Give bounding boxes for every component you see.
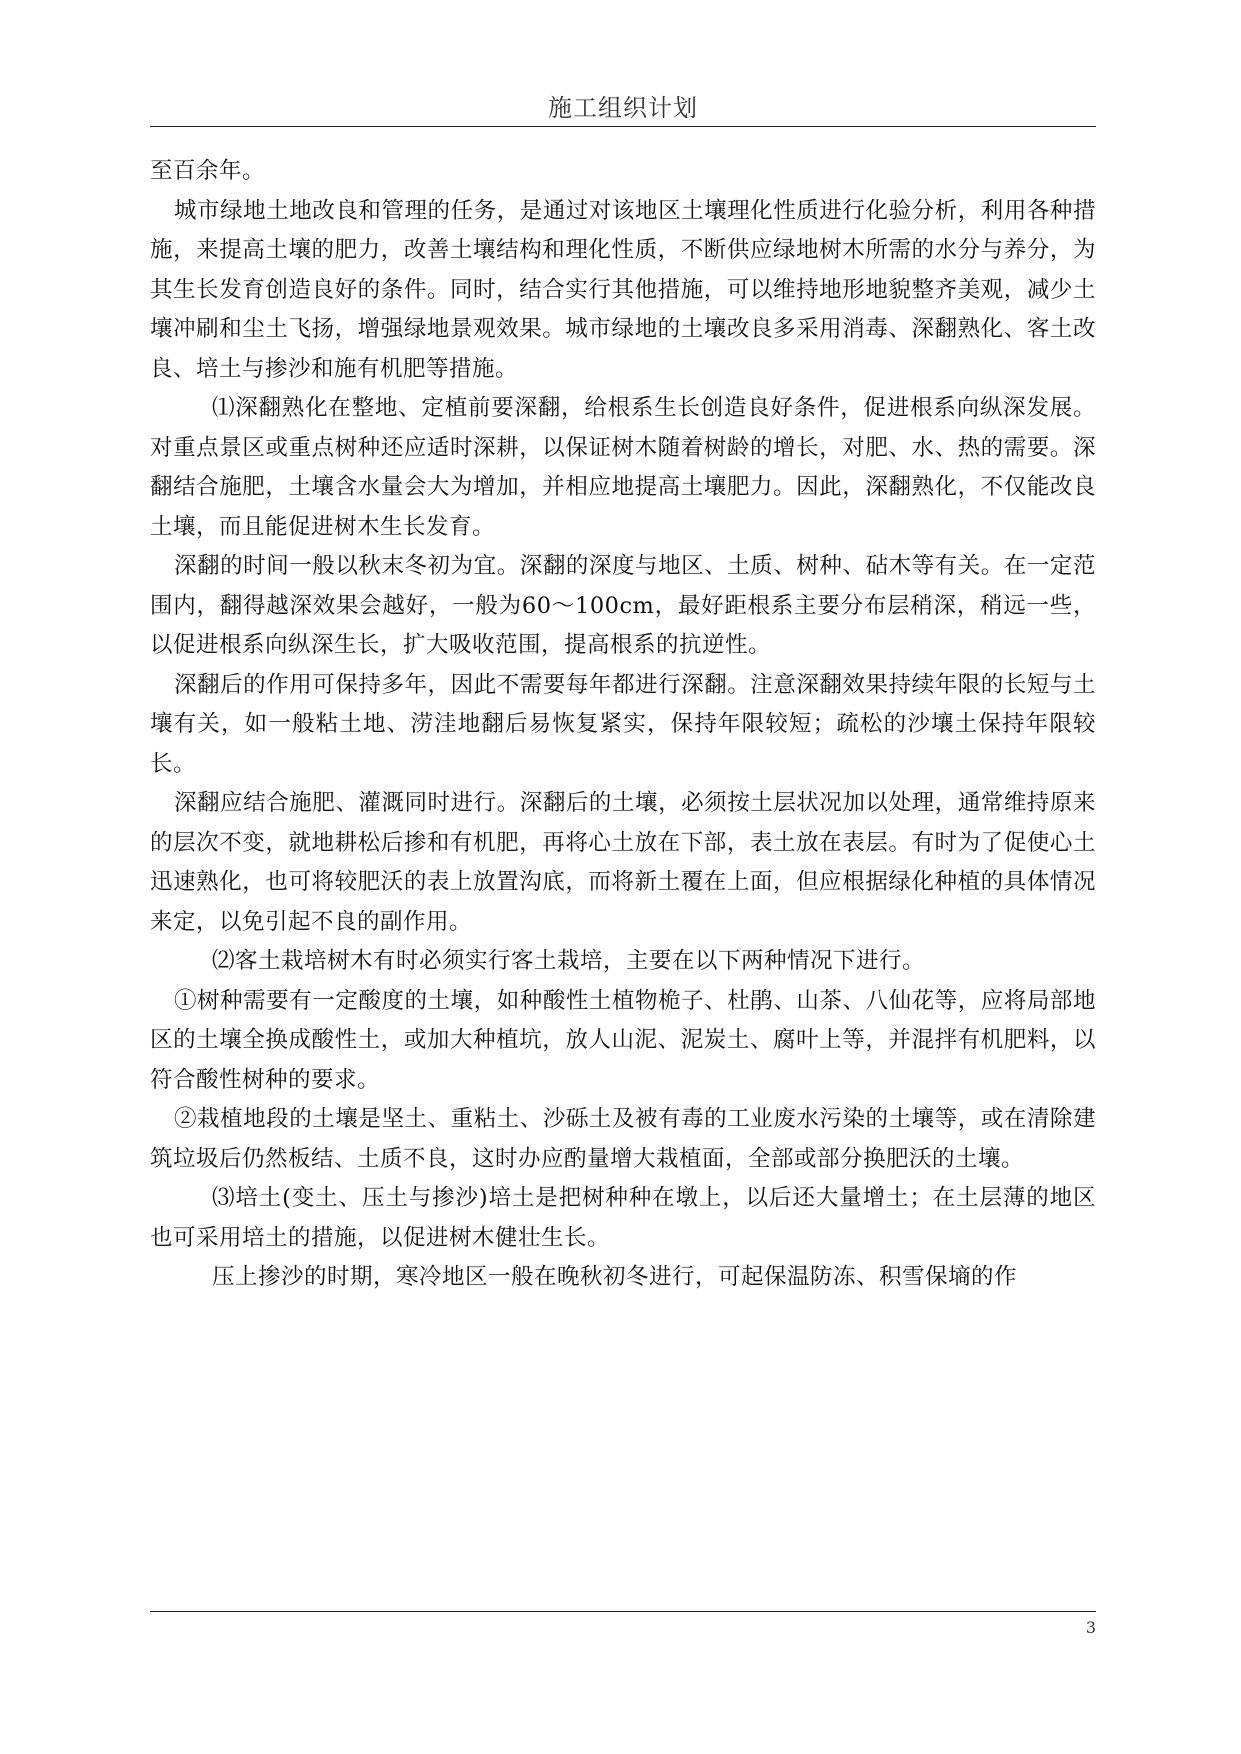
paragraph-3: ⑴深翻熟化在整地、定植前要深翻，给根系生长创造良好条件，促进根系向纵深发展。对重点景区或重点树种还应适时深耕，以保证树木随着树龄的增长，对肥、水、热的需要。深翻结合施肥，土壤含水量会大为增加，并相应地提高土壤肥力。因此，深翻熟化，不仅能改良土壤，而且能促进树木生长发育。 [150, 395, 1096, 540]
footer-divider [150, 1611, 1096, 1612]
paragraph-4: 深翻的时间一般以秋末冬初为宜。深翻的深度与地区、土质、树种、砧木等有关。在一定范围内，翻得越深效果会越好，一般为60～100cm，最好距根系主要分布层稍深，稍远一些，以促进根系向纵深生长，扩大吸收范围，提高根系的抗逆性。 [150, 553, 1096, 658]
page-number: 3 [1085, 1618, 1096, 1637]
paragraph-5: 深翻后的作用可保持多年，因此不需要每年都进行深翻。注意深翻效果持续年限的长短与土壤有关，如一般粘土地、涝洼地翻后易恢复紧实，保持年限较短；疏松的沙壤土保持年限较长。 [150, 671, 1096, 777]
paragraph-11: 压上掺沙的时期，寒冷地区一般在晚秋初冬进行，可起保温防冻、积雪保墒的作 [212, 1264, 1018, 1290]
paragraph-1: 至百余年。 [150, 158, 266, 184]
header-divider [150, 126, 1096, 127]
document-body [150, 152, 1096, 1298]
paragraph-10: ⑶培土(变土、压土与掺沙)培土是把树种种在墩上，以后还大量增土；在土层薄的地区也可采用培土的措施，以促进树木健壮生长。 [150, 1185, 1096, 1251]
paragraph-8: ①树种需要有一定酸度的土壤，如种酸性土植物桅子、杜鹃、山茶、八仙花等，应将局部地区的土壤全换成酸性土，或加大种植坑，放人山泥、泥炭土、腐叶上等，并混拌有机肥料，以符合酸性树种的要求。 [150, 987, 1096, 1093]
paragraph-2: 城市绿地土地改良和管理的任务，是通过对该地区土壤理化性质进行化验分析，利用各种措施，来提高土壤的肥力，改善土壤结构和理化性质，不断供应绿地树木所需的水分与养分，为其生长发育创造良好的条件。同时，结合实行其他措施，可以维持地形地貌整齐美观，减少土壤冲刷和尘土飞扬，增强绿地景观效果。城市绿地的土壤改良多采用消毒、深翻熟化、客土改良、培土与掺沙和施有机肥等措施。 [150, 197, 1096, 382]
paragraph-6: 深翻应结合施肥、灌溉同时进行。深翻后的土壤，必须按土层状况加以处理，通常维持原来的层次不变，就地耕松后掺和有机肥，再将心土放在下部，表土放在表层。有时为了促使心土迅速熟化，也可将较肥沃的表上放置沟底，而将新土覆在上面，但应根据绿化种植的具体情况来定，以免引起不良的副作用。 [150, 790, 1096, 935]
paragraph-7: ⑵客土栽培树木有时必须实行客土栽培，主要在以下两种情况下进行。 [212, 948, 926, 974]
page-header-title: 施工组织计划 [548, 94, 698, 122]
paragraph-9: ②栽植地段的土壤是坚土、重粘土、沙砾土及被有毒的工业废水污染的土壤等，或在清除建筑垃圾后仍然板结、土质不良，这时办应酌量增大栽植面，全部或部分换肥沃的土壤。 [150, 1106, 1096, 1172]
